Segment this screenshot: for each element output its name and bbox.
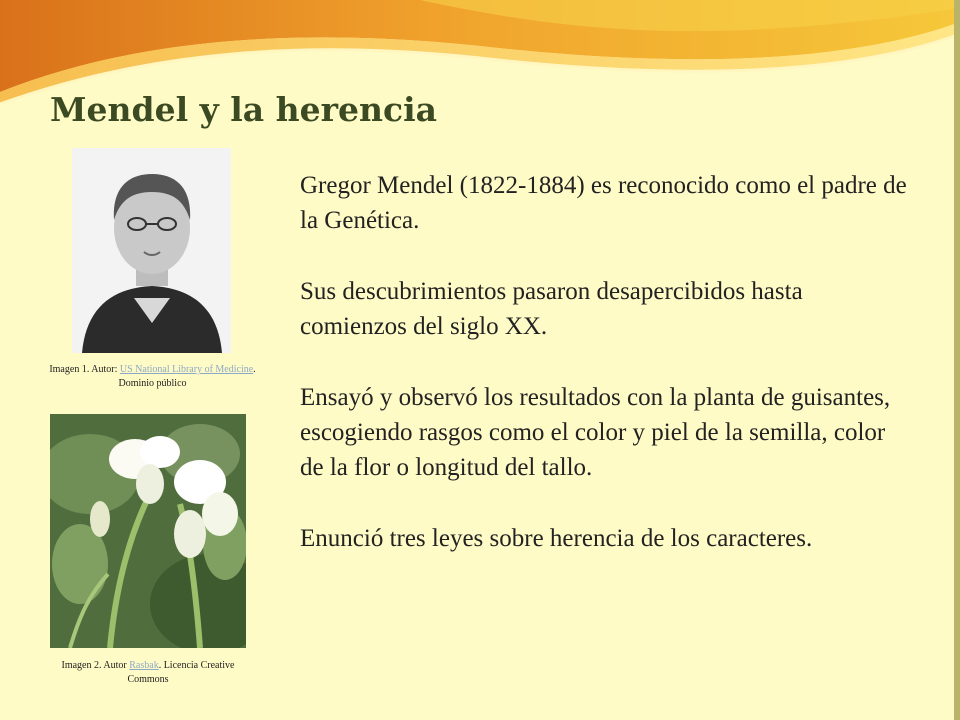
mendel-portrait-image — [72, 148, 231, 353]
image-caption-1 — [40, 363, 265, 391]
caption-1-author-link[interactable]: US National Library of Medicine — [119, 364, 254, 375]
pea-flower-image — [50, 414, 246, 648]
image-caption-2 — [50, 659, 246, 687]
pea-flower-photo-icon — [50, 414, 246, 648]
portrait-photo-icon — [72, 148, 231, 353]
paragraph-laws: Enunció tres leyes sobre herencia de los caracteres. — [300, 525, 813, 552]
caption-2-prefix: Imagen 2. Autor — [61, 660, 130, 671]
paragraph-mendel-father: Gregor Mendel (1822-1884) es reconocido como el padre de la Genética. — [300, 172, 907, 234]
caption-1-suffix: . Dominio público — [118, 364, 256, 389]
side-border — [954, 0, 960, 720]
caption-2-suffix: . Licencia Creative Commons — [127, 660, 235, 685]
body-text — [300, 168, 910, 592]
caption-2-author-link[interactable]: Rasbak — [129, 660, 159, 671]
caption-1-prefix: Imagen 1. Autor: — [49, 364, 120, 375]
paragraph-discoveries: Sus descubrimientos pasaron desapercibidos hasta comienzos del siglo XX. — [300, 278, 803, 340]
paragraph-experiments: Ensayó y observó los resultados con la planta de guisantes, escogiendo rasgos como el color y piel de la semilla, color de la flor o longitud del tallo. — [300, 384, 891, 481]
slide-title: Mendel y la herencia — [50, 90, 438, 129]
